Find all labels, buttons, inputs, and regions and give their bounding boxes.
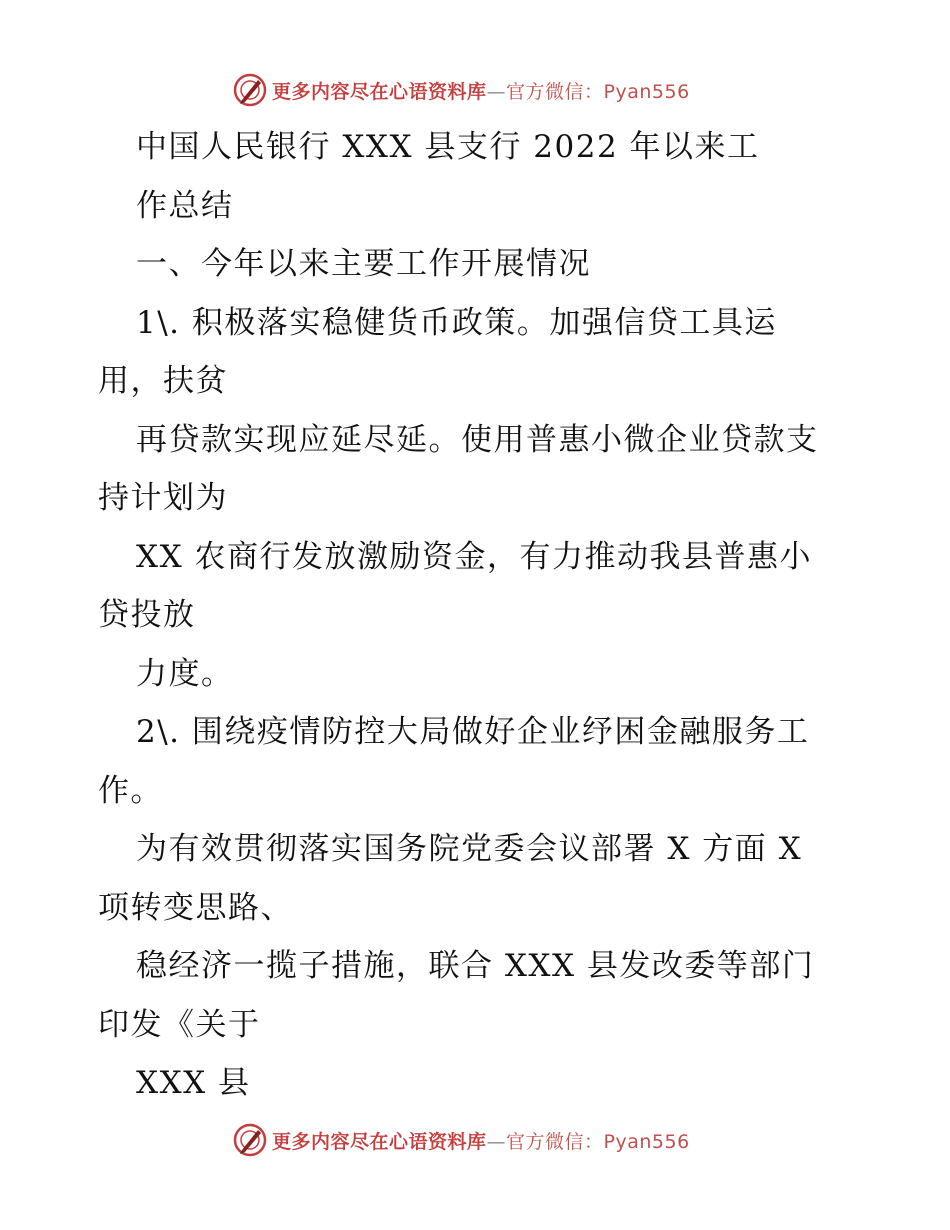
watermark-site-text: 更多内容尽在心语资料库 (272, 1130, 487, 1153)
document-line: 印发《关于 (98, 1006, 261, 1043)
document-line: 作。 (98, 772, 163, 809)
document-line: 2\. 围绕疫情防控大局做好企业纾困金融服务工 (136, 714, 810, 750)
watermark-separator: — (486, 1130, 507, 1153)
document-body (98, 118, 858, 1113)
watermark-text (272, 77, 690, 104)
watermark-site-text: 更多内容尽在心语资料库 (272, 80, 487, 103)
watermark-text (272, 1127, 690, 1154)
header-watermark (232, 70, 690, 110)
watermark-separator: — (486, 80, 507, 103)
document-line: 贷投放 (98, 597, 196, 633)
document-line: 再贷款实现应延尽延。使用普惠小微企业贷款支 (136, 421, 819, 458)
pen-logo-icon (232, 1122, 268, 1158)
document-line: 一、今年以来主要工作开展情况 (136, 246, 591, 282)
footer-watermark (232, 1120, 690, 1160)
document-line: 中国人民银行 XXX 县支行 2022 年以来工 (136, 129, 760, 165)
document-line: 项转变思路、 (98, 889, 293, 926)
document-line: XXX 县 (136, 1065, 251, 1101)
watermark-wechat-text: 官方微信：Pyan556 (506, 80, 690, 103)
document-line: 稳经济一揽子措施，联合 XXX 县发改委等部门 (136, 948, 815, 984)
document-line: 力度。 (136, 655, 234, 692)
document-line: 作总结 (136, 187, 234, 224)
document-line: 用，扶贫 (98, 363, 228, 399)
pen-logo-icon (232, 72, 268, 108)
document-line: XX 农商行发放激励资金，有力推动我县普惠小 (136, 538, 812, 575)
document-line: 为有效贯彻落实国务院党委会议部署 X 方面 X (136, 831, 803, 867)
document-line: 1\. 积极落实稳健货币政策。加强信贷工具运 (136, 304, 777, 341)
watermark-wechat-text: 官方微信：Pyan556 (506, 1130, 690, 1153)
document-line: 持计划为 (98, 480, 228, 516)
